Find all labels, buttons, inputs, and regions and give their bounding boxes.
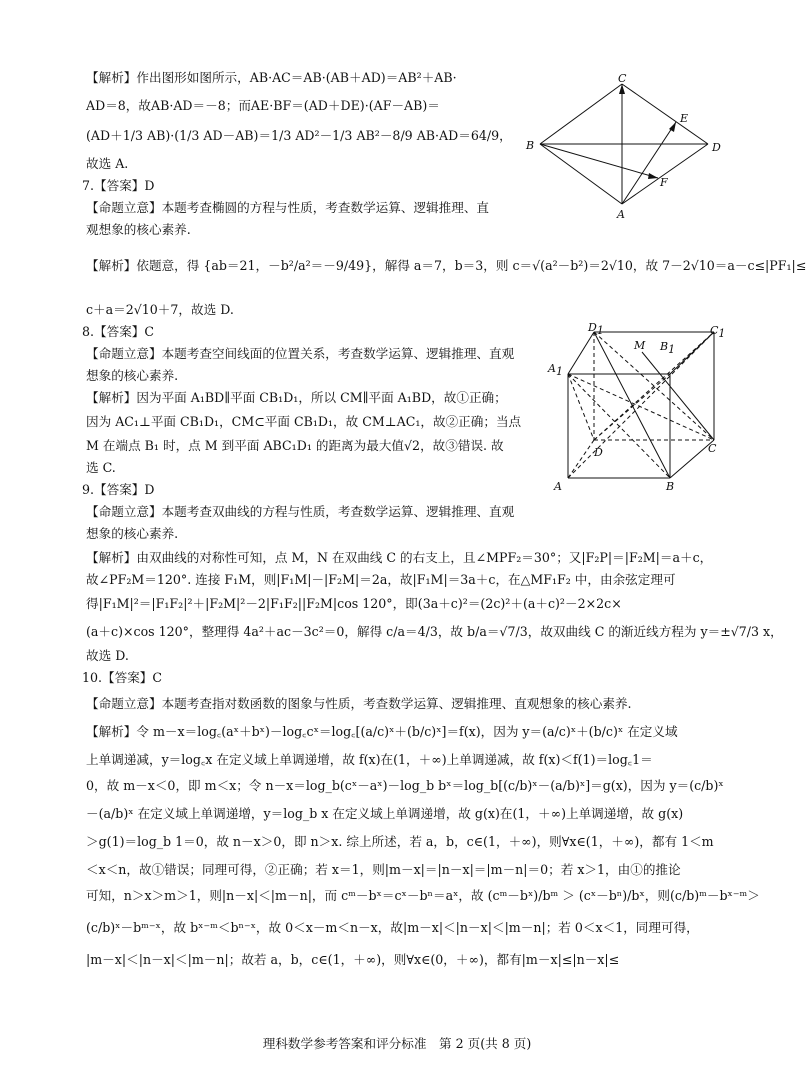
q10-intent: 【命题立意】本题考查指对数函数的图象与性质，考查数学运算、逻辑推理、直观想象的核心素养.	[86, 696, 632, 711]
q10-solution-2: 上单调递减，y＝log꜀x 在定义域上单调递增，故 f(x)在(1，＋∞)上单调递减，故 f(x)＜f(1)＝log꜀1＝	[86, 752, 653, 767]
q9-solution-1: 【解析】由双曲线的对称性可知，点 M，N 在双曲线 C 的右支上，且∠MPF₂＝30°；又|F₂P|＝|F₂M|＝a＋c，	[86, 550, 713, 565]
q8-solution-1: 【解析】因为平面 A₁BD∥平面 CB₁D₁，所以 CM∥平面 A₁BD，故①正确；	[86, 390, 507, 405]
q10-solution-7: 可知，n＞x＞m＞1，则|n－x|＜|m－n|，而 cᵐ－bˣ＝cˣ－bⁿ＝aˣ，故 (cᵐ－bˣ)/bᵐ ＞ (cˣ－bⁿ)/bˣ，则(c/b)ᵐ－bˣ⁻ᵐ＞	[86, 888, 760, 903]
q7-solution-2: c＋a＝2√10＋7，故选 D.	[86, 302, 234, 317]
q8-intent-2: 想象的核心素养.	[86, 368, 179, 383]
q8-solution-2: 因为 AC₁⊥平面 CB₁D₁，CM⊂平面 CB₁D₁，故 CM⊥AC₁，故②正确；当点	[86, 414, 522, 429]
label-B: B	[666, 480, 675, 493]
label-E: E	[680, 112, 689, 125]
label-A: A	[554, 480, 562, 493]
solution-6-line-4: 故选 A.	[86, 156, 129, 171]
cube-figure	[548, 322, 724, 494]
q10-solution-5: ＞g(1)＝log_b 1＝0，故 n－x＞0，即 n＞x. 综上所述，若 a，b，c∈(1，＋∞)，则∀x∈(1，＋∞)，都有 1＜m	[86, 834, 714, 849]
label-A1: A1	[548, 362, 563, 378]
q10-solution-1: 【解析】令 m－x＝log꜀(aˣ＋bˣ)－log꜀cˣ＝log꜀[(a/c)ˣ＋(b/c)ˣ]＝f(x)，因为 y＝(a/c)ˣ＋(b/c)ˣ 在定义域	[86, 724, 678, 739]
label-D: D	[594, 446, 603, 459]
label-D: D	[712, 141, 721, 154]
label-C: C	[618, 72, 627, 85]
q8-intent-1: 【命题立意】本题考查空间线面的位置关系，考查数学运算、逻辑推理、直观	[86, 346, 515, 361]
q9-intent-1: 【命题立意】本题考查双曲线的方程与性质，考查数学运算、逻辑推理、直观	[86, 504, 515, 519]
quadrilateral-figure	[522, 74, 722, 224]
q8-solution-3: M 在端点 B₁ 时，点 M 到平面 ABC₁D₁ 的距离为最大值√2，故③错误. 故	[86, 438, 504, 453]
q10-answer: 10.【答案】C	[82, 670, 163, 685]
label-B: B	[526, 139, 535, 152]
label-B1: B1	[660, 340, 676, 356]
q9-intent-2: 想象的核心素养.	[86, 526, 179, 541]
label-M: M	[634, 339, 646, 352]
q7-answer: 7.【答案】D	[82, 178, 155, 193]
q9-solution-2: 故∠PF₂M＝120°. 连接 F₁M，则|F₁M|－|F₂M|＝2a，故|F₁M|＝3a＋c，在△MF₁F₂ 中，由余弦定理可	[86, 572, 676, 587]
q10-solution-6: ＜x＜n，故①错误；同理可得，②正确；若 x＝1，则|m－x|＝|n－x|＝|m－n|＝0；若 x＞1，由①的推论	[86, 862, 681, 877]
q7-solution-1: 【解析】依题意，得 {ab＝21，－b²/a²＝－9/49}，解得 a＝7，b＝3，则 c＝√(a²－b²)＝2√10，故 7－2√10＝a－c≤|PF₁|≤	[86, 258, 806, 273]
solution-6-line-1: 【解析】作出图形如图所示，AB·AC＝AB·(AB＋AD)＝AB²＋AB·	[86, 70, 457, 85]
q10-solution-3: 0，故 m－x＜0，即 m＜x；令 n－x＝log_b(cˣ－aˣ)－log_b bˣ＝log_b[(c/b)ˣ－(a/b)ˣ]＝g(x)，因为 y＝(c/b)ˣ	[86, 778, 724, 793]
q7-intent-2: 观想象的核心素养.	[86, 222, 191, 237]
q9-solution-3: 得|F₁M|²＝|F₁F₂|²＋|F₂M|²－2|F₁F₂||F₂M|cos 120°，即(3a＋c)²＝(2c)²＋(a＋c)²－2×2c×	[86, 596, 622, 611]
q7-intent-1: 【命题立意】本题考查椭圆的方程与性质，考查数学运算、逻辑推理、直	[86, 200, 489, 215]
q9-solution-4: (a＋c)×cos 120°，整理得 4a²＋ac－3c²＝0，解得 c/a＝4/3，故 b/a＝√7/3，故双曲线 C 的渐近线方程为 y＝±√7/3 x，	[86, 624, 783, 639]
label-A: A	[617, 208, 625, 221]
q10-solution-8: (c/b)ˣ－bᵐ⁻ˣ，故 bˣ⁻ᵐ＜bⁿ⁻ˣ，故 0＜x－m＜n－x，故|m－x|＜|n－x|＜|m－n|；若 0＜x＜1，同理可得，	[86, 920, 699, 935]
label-C1: C1	[710, 324, 726, 340]
q10-solution-9: |m－x|＜|n－x|＜|m－n|；故若 a，b，c∈(1，＋∞)，则∀x∈(0，＋∞)，都有|m－x|≤|n－x|≤	[86, 952, 620, 967]
label-C: C	[708, 442, 717, 455]
page-footer: 理科数学参考答案和评分标准 第 2 页(共 8 页)	[262, 1036, 532, 1051]
q10-solution-4: －(a/b)ˣ 在定义域上单调递增，y＝log_b x 在定义域上单调递增，故 g(x)在(1，＋∞)上单调递增，故 g(x)	[86, 806, 684, 821]
solution-6-line-2: AD＝8，故AB·AD＝－8；而AE·BF＝(AD＋DE)·(AF－AB)＝	[86, 98, 440, 113]
label-D1: D1	[588, 321, 604, 337]
q9-answer: 9.【答案】D	[82, 482, 155, 497]
q9-solution-5: 故选 D.	[86, 648, 129, 663]
q8-solution-4: 选 C.	[86, 460, 116, 475]
solution-6-line-3: (AD＋1/3 AB)·(1/3 AD－AB)＝1/3 AD²－1/3 AB²－8/9 AB·AD＝64/9，	[86, 128, 512, 143]
label-F: F	[660, 176, 668, 189]
q8-answer: 8.【答案】C	[82, 324, 155, 339]
